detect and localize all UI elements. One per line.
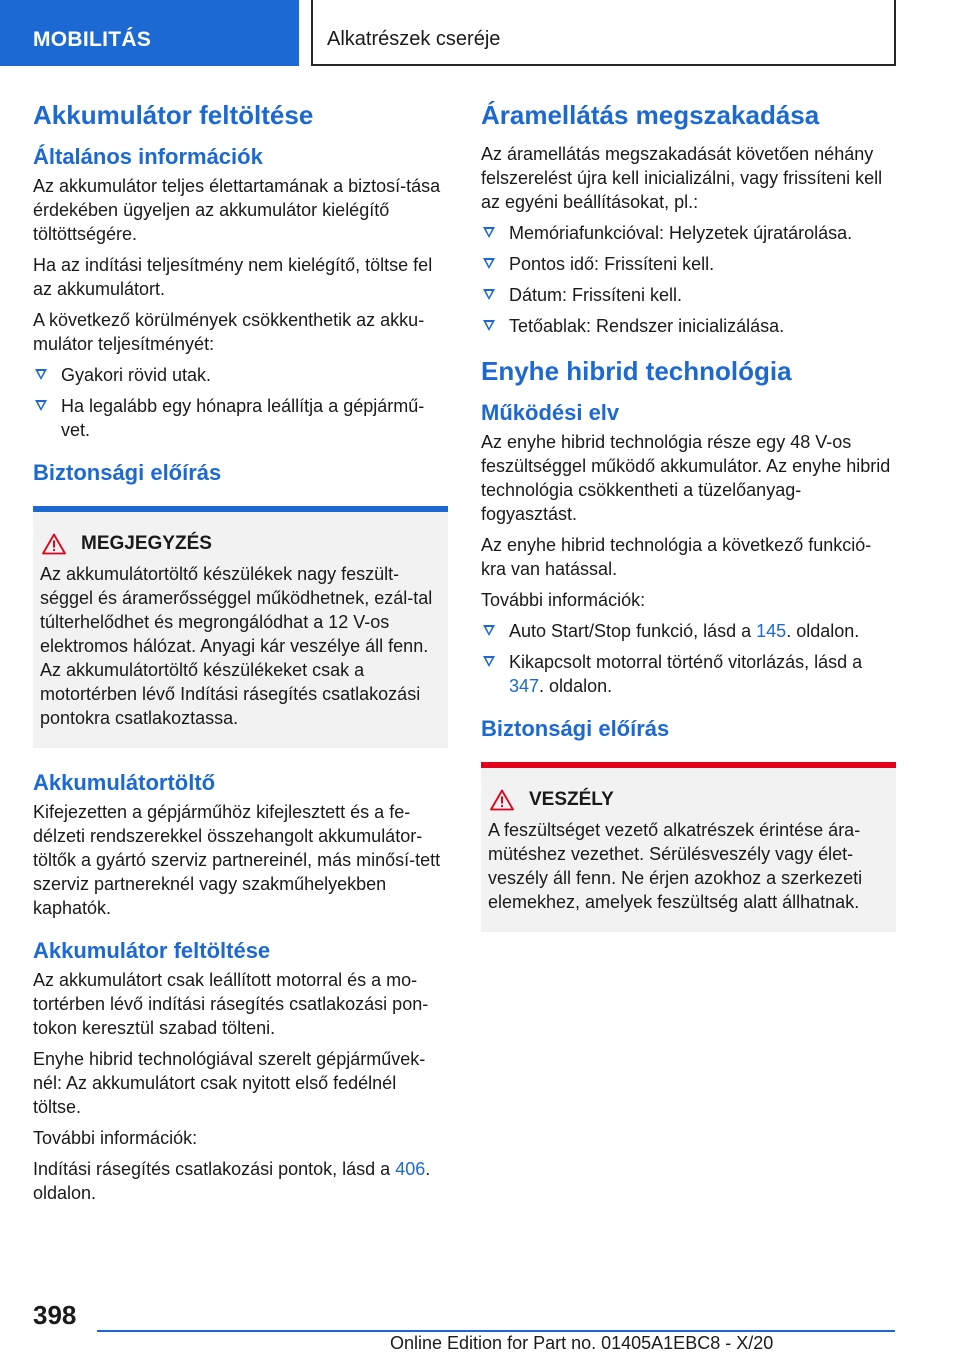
list-item: Pontos idő: Frissíteni kell.	[481, 252, 896, 276]
page-link-406[interactable]: 406	[395, 1159, 426, 1179]
paragraph: Az enyhe hibrid technológia része egy 48 V-os feszültséggel működő akkumulátor. Az enyhe hibrid technológia csökkentheti a tüzelőanyag-fogyasztást.	[481, 432, 891, 524]
paragraph: Az enyhe hibrid technológia a következő funkció-kra van hatással.	[481, 535, 872, 579]
triangle-bullet-icon	[483, 289, 495, 300]
warning-triangle-icon	[490, 789, 514, 811]
section-title-battery-charging: Akkumulátor feltöltése	[33, 100, 314, 130]
heading-general-info: Általános információk	[33, 144, 263, 169]
footer-divider	[97, 1330, 895, 1332]
triangle-bullet-icon	[483, 656, 495, 667]
notice-text: Az akkumulátortöltő készülékek nagy feszült-séggel és áramerősséggel működhetnek, ezál-tal túlterhelődhet és megrongálódhat a 12 V-os elektromos hálózat. Anyagi kár veszélye áll fenn. Az akkumulátortöltő készülékeket csak a motortérben lévő Indítási rásegítés csatlakozási pontokra csatlakoztassa.	[40, 564, 433, 728]
left-column	[33, 98, 448, 1212]
list-item: Tetőablak: Rendszer inicializálása.	[481, 314, 896, 338]
danger-title: VESZÉLY	[529, 789, 614, 810]
link-bullet-list	[481, 619, 896, 698]
list-item: Dátum: Frissíteni kell.	[481, 283, 896, 307]
paragraph-with-link: Indítási rásegítés csatlakozási pontok, lásd a 406. oldalon.	[33, 1159, 431, 1203]
list-item: Kikapcsolt motorral történő vitorlázás, lásd a 347. oldalon.	[481, 650, 896, 698]
paragraph: Kifejezetten a gépjárműhöz kifejlesztett és a fe-délzeti rendszerekkel összehangolt akkumulátor-töltők a gyártó szerviz partnereinél, más minősí-tett szerviz partnereknél vagy szakműhelyekben kaphatók.	[33, 802, 441, 918]
paragraph: Az akkumulátor teljes élettartamának a biztosí-tása érdekében ügyeljen az akkumulátor kielégítő töltöttségére.	[33, 176, 441, 244]
edition-text: Online Edition for Part no. 01405A1EBC8 - X/20	[390, 1333, 774, 1353]
section-title-mild-hybrid: Enyhe hibrid technológia	[481, 356, 792, 386]
paragraph: További információk:	[33, 1128, 198, 1148]
danger-box	[481, 762, 896, 932]
heading-charging: Akkumulátor feltöltése	[33, 938, 271, 963]
list-item: Auto Start/Stop funkció, lásd a 145. oldalon.	[481, 619, 896, 643]
triangle-bullet-icon	[35, 400, 47, 411]
heading-safety: Biztonsági előírás	[33, 460, 222, 485]
section-title-power-interruption: Áramellátás megszakadása	[481, 100, 820, 130]
notice-box	[33, 506, 448, 748]
page-link-145[interactable]: 145	[756, 621, 787, 641]
paragraph: Ha az indítási teljesítmény nem kielégítő, töltse fel az akkumulátort.	[33, 255, 433, 299]
list-item: Memóriafunkcióval: Helyzetek újratárolása.	[481, 221, 896, 245]
triangle-bullet-icon	[35, 369, 47, 380]
paragraph: Az áramellátás megszakadását követően néhány felszerelést újra kell inicializálni, vagy frissíteni kell az egyéni beállításokat, pl.:	[481, 144, 883, 212]
paragraph: A következő körülmények csökkenthetik az akku-mulátor teljesítményét:	[33, 310, 425, 354]
heading-operating-principle: Működési elv	[481, 400, 620, 425]
triangle-bullet-icon	[483, 258, 495, 269]
heading-charger: Akkumulátortöltő	[33, 770, 216, 795]
triangle-bullet-icon	[483, 227, 495, 238]
paragraph: Enyhe hibrid technológiával szerelt gépjárművek-nél: Az akkumulátort csak nyitott első fedélnél töltse.	[33, 1049, 426, 1117]
paragraph: További információk:	[481, 590, 646, 610]
bullet-list	[481, 221, 896, 338]
page-number: 398	[33, 1300, 77, 1330]
triangle-bullet-icon	[483, 320, 495, 331]
list-item: Ha legalább egy hónapra leállítja a gépjármű-vet.	[33, 394, 448, 442]
bullet-list	[33, 363, 448, 442]
notice-title: MEGJEGYZÉS	[81, 533, 212, 554]
triangle-bullet-icon	[483, 625, 495, 636]
section-tab: MOBILITÁS	[0, 0, 299, 66]
chapter-title: Alkatrészek cseréje	[311, 0, 896, 66]
right-column	[481, 98, 896, 952]
paragraph: Az akkumulátort csak leállított motorral és a mo-tortérben lévő indítási rásegítés csatlakozási pon-tokon keresztül szabad tölteni.	[33, 970, 429, 1038]
danger-text: A feszültséget vezető alkatrészek érintése ára-mütéshez vezethet. Sérülésveszély vagy élet-veszély áll fenn. Ne érjen azokhoz a szerkezeti elemekhez, amelyek feszültség alatt állhatnak.	[488, 820, 863, 912]
warning-triangle-icon	[42, 533, 66, 555]
list-item: Gyakori rövid utak.	[33, 363, 448, 387]
heading-safety: Biztonsági előírás	[481, 716, 670, 741]
page-link-347[interactable]: 347	[509, 676, 540, 696]
page-header	[0, 0, 960, 66]
